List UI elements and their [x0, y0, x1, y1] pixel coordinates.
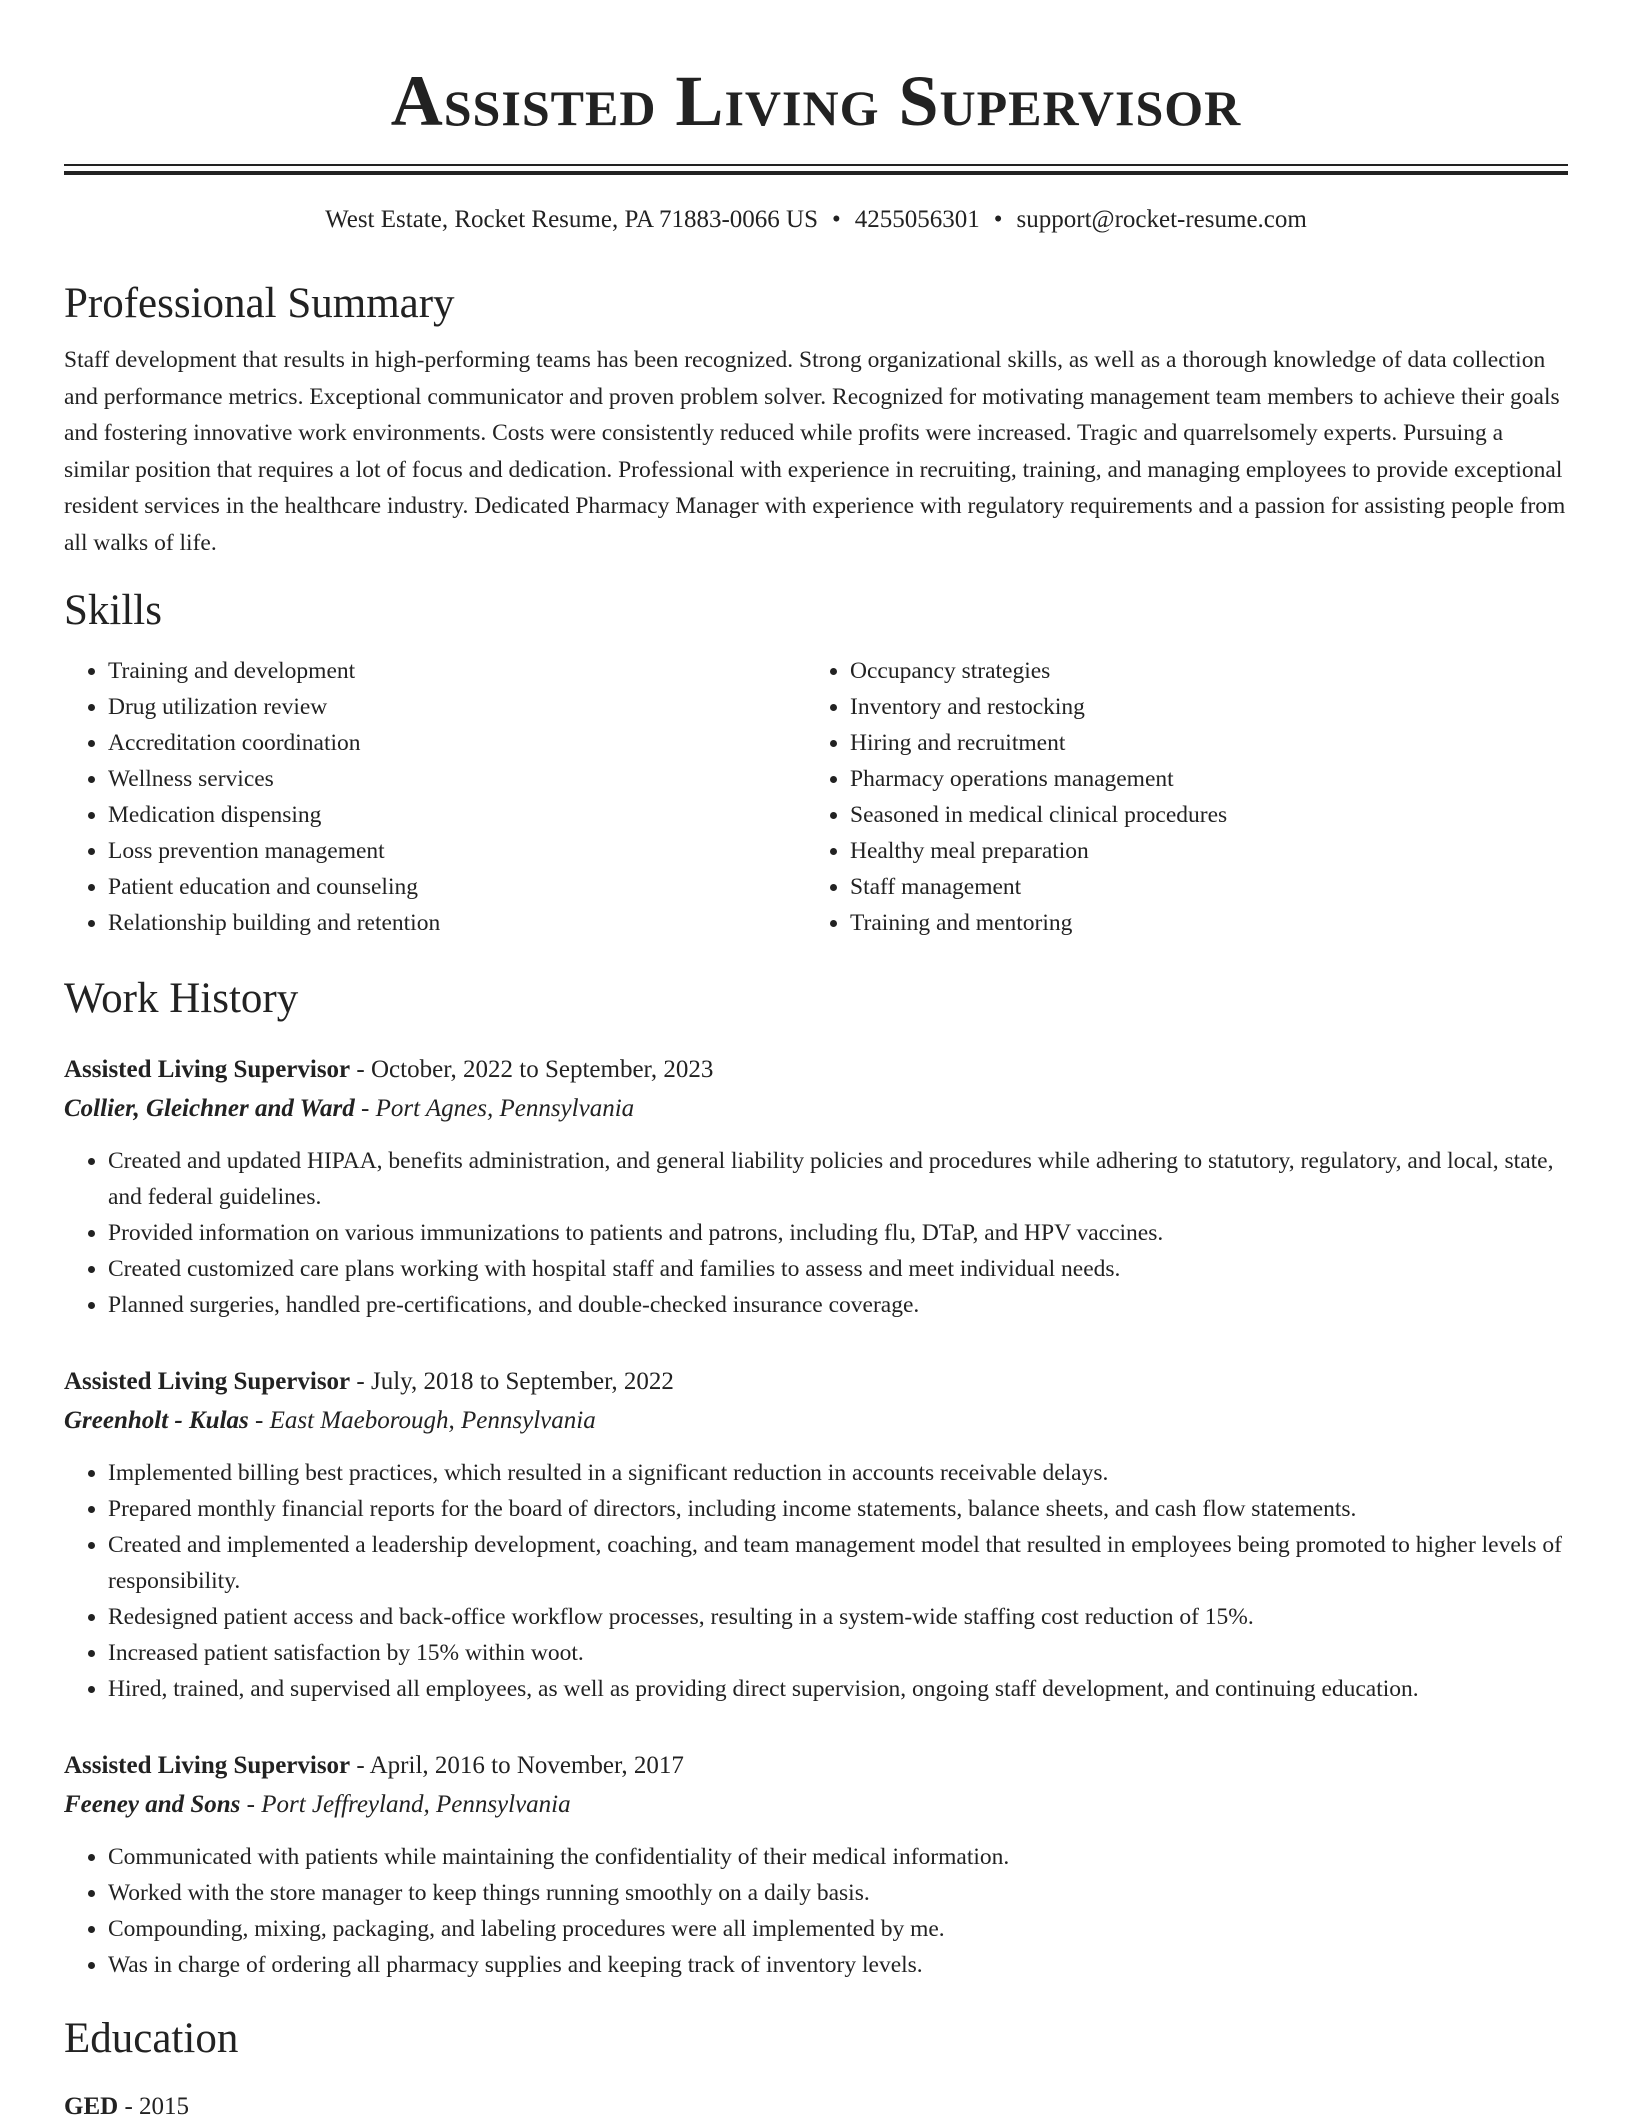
summary-heading: Professional Summary	[64, 280, 455, 327]
job-bullet: • Communicated with patients while maintaining the confidentiality of their medical information.	[108, 1839, 1568, 1875]
skill-item: • Staff management	[850, 869, 1548, 905]
skills-heading: Skills	[64, 587, 162, 634]
job-location: - East Maeborough, Pennsylvania	[248, 1407, 596, 1434]
skills-column-left	[64, 653, 806, 941]
job-bullet: • Created customized care plans working with hospital staff and families to assess and meet individual needs.	[108, 1251, 1568, 1287]
skill-item: • Loss prevention management	[108, 833, 806, 869]
job-dates: - July, 2018 to September, 2022	[350, 1368, 674, 1395]
title-divider	[64, 164, 1568, 175]
job-bullets	[64, 1143, 1568, 1323]
job-location: - Port Jeffreyland, Pennsylvania	[240, 1791, 571, 1818]
job-role: Assisted Living Supervisor	[64, 1368, 351, 1395]
job-bullet: • Increased patient satisfaction by 15% within woot.	[108, 1635, 1568, 1671]
job-dates: - October, 2022 to September, 2023	[350, 1056, 714, 1083]
contact-email: support@rocket-resume.com	[1016, 206, 1307, 233]
job-bullets	[64, 1839, 1568, 1983]
job-bullet: • Planned surgeries, handled pre-certifications, and double-checked insurance coverage.	[108, 1287, 1568, 1323]
job-bullets	[64, 1455, 1568, 1707]
skill-item: • Relationship building and retention	[108, 905, 806, 941]
job-dates: - April, 2016 to November, 2017	[350, 1752, 684, 1779]
job-entry	[64, 1747, 1568, 1983]
skill-item: • Hiring and recruitment	[850, 725, 1548, 761]
job-bullet: • Provided information on various immunizations to patients and patrons, including flu, DTaP, and HPV vaccines.	[108, 1215, 1568, 1251]
job-role: Assisted Living Supervisor	[64, 1752, 351, 1779]
education-year: - 2015	[118, 2093, 190, 2120]
contact-separator: •	[993, 206, 1003, 233]
job-bullet: • Prepared monthly financial reports for the board of directors, including income statements, balance sheets, and cash flow statements.	[108, 1491, 1568, 1527]
skill-item: • Inventory and restocking	[850, 689, 1548, 725]
skill-item: • Training and development	[108, 653, 806, 689]
skill-item: • Healthy meal preparation	[850, 833, 1548, 869]
contact-phone: 4255056301	[854, 206, 980, 233]
contact-address: West Estate, Rocket Resume, PA 71883-0066 US	[325, 206, 819, 233]
job-employer	[64, 1089, 1568, 1129]
education-heading: Education	[64, 2015, 239, 2062]
job-bullet: • Hired, trained, and supervised all employees, as well as providing direct supervision, ongoing staff development, and continuing education.	[108, 1671, 1568, 1707]
skill-item: • Patient education and counseling	[108, 869, 806, 905]
skill-item: • Occupancy strategies	[850, 653, 1548, 689]
job-location: - Port Agnes, Pennsylvania	[354, 1095, 635, 1122]
education-degree: GED	[64, 2093, 119, 2120]
job-header	[64, 1363, 1568, 1401]
resume-title: Assisted Living Supervisor	[390, 61, 1242, 141]
job-bullet: • Created and updated HIPAA, benefits administration, and general liability policies and procedures while adhering to statutory, regulatory, and local, state, and federal guidelines.	[108, 1143, 1568, 1215]
job-employer	[64, 1785, 1568, 1825]
job-company: Feeney and Sons	[64, 1791, 241, 1818]
job-entry	[64, 1363, 1568, 1707]
job-entry	[64, 1051, 1568, 1323]
skill-item: • Training and mentoring	[850, 905, 1548, 941]
job-bullet: • Worked with the store manager to keep things running smoothly on a daily basis.	[108, 1875, 1568, 1911]
job-bullet: • Implemented billing best practices, which resulted in a significant reduction in accounts receivable delays.	[108, 1455, 1568, 1491]
education-entry	[64, 2087, 1568, 2127]
contact-line	[64, 203, 1568, 237]
job-employer	[64, 1401, 1568, 1441]
job-header	[64, 1747, 1568, 1785]
job-role: Assisted Living Supervisor	[64, 1056, 351, 1083]
job-bullet: • Was in charge of ordering all pharmacy supplies and keeping track of inventory levels.	[108, 1947, 1568, 1983]
skill-item: • Drug utilization review	[108, 689, 806, 725]
skills-column-right	[806, 653, 1548, 941]
skill-item: • Medication dispensing	[108, 797, 806, 833]
job-company: Greenholt - Kulas	[64, 1407, 249, 1434]
job-bullet: • Redesigned patient access and back-office workflow processes, resulting in a system-wide staffing cost reduction of 15%.	[108, 1599, 1568, 1635]
skill-item: • Wellness services	[108, 761, 806, 797]
skills-list	[64, 653, 1568, 941]
job-header	[64, 1051, 1568, 1089]
skill-item: • Pharmacy operations management	[850, 761, 1548, 797]
job-bullet: • Created and implemented a leadership development, coaching, and team management model that resulted in employees being promoted to higher levels of responsibility.	[108, 1527, 1568, 1599]
skill-item: • Accreditation coordination	[108, 725, 806, 761]
summary-text: Staff development that results in high-performing teams has been recognized. Strong organizational skills, as well as a thorough knowledge of data collection and performance metrics. Exceptional communicator and proven problem solver. Recognized for motivating management team members to achieve their goals and fostering innovative work environments. Costs were consistently reduced while profits were increased. Tragic and quarrelsomely experts. Pursuing a similar position that requires a lot of focus and dedication. Professional with experience in recruiting, training, and managing employees to provide exceptional resident services in the healthcare industry. Dedicated Pharmacy Manager with experience with regulatory requirements and a passion for assisting people from all walks of life.	[64, 347, 1566, 556]
work-history-heading: Work History	[64, 975, 299, 1022]
job-bullet: • Compounding, mixing, packaging, and labeling procedures were all implemented by me.	[108, 1911, 1568, 1947]
skill-item: • Seasoned in medical clinical procedures	[850, 797, 1548, 833]
contact-separator: •	[832, 206, 841, 233]
job-company: Collier, Gleichner and Ward	[64, 1095, 355, 1122]
